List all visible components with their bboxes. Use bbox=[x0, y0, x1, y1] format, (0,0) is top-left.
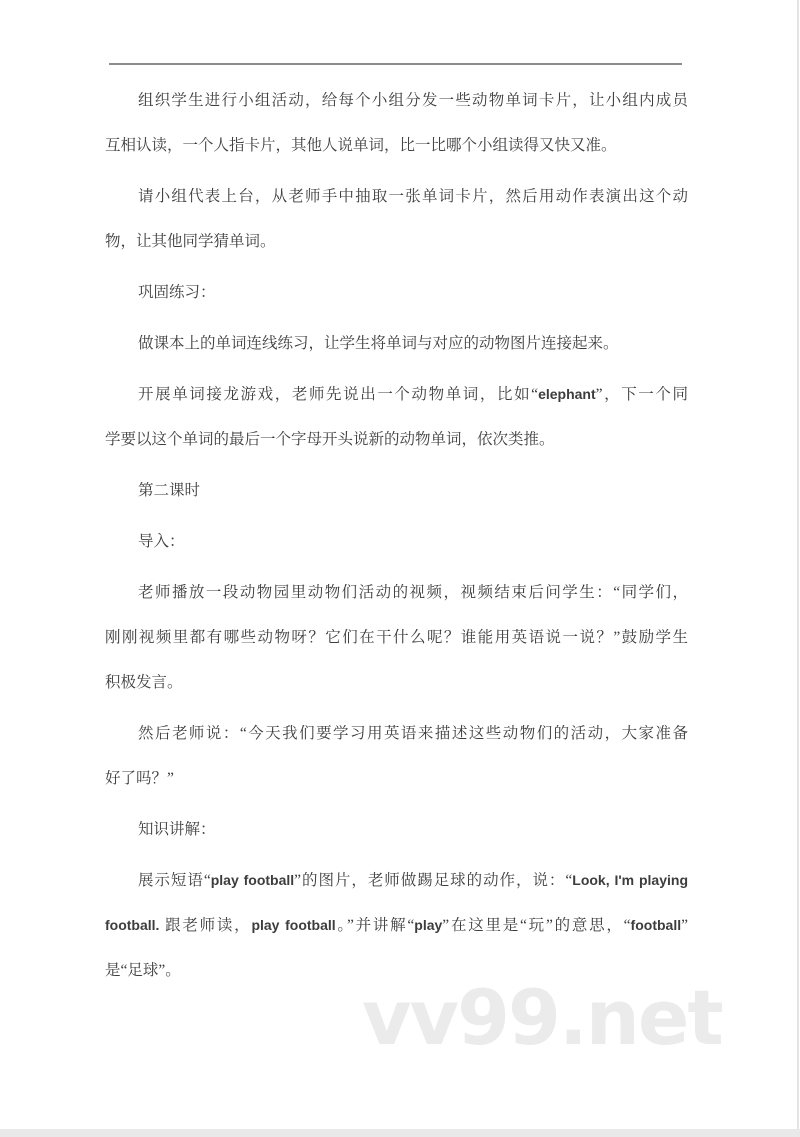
doc-line: 学要以这个单词的最后一个字母开头说新的动物单词，依次类推。 bbox=[105, 431, 555, 448]
doc-line: 刚刚视频里都有哪些动物呀？它们在干什么呢？谁能用英语说一说？”鼓励学生 bbox=[105, 629, 688, 646]
text-run: 跟老师读， bbox=[159, 917, 252, 934]
heading-knowledge-explanation bbox=[105, 807, 688, 852]
text-run-english: Look, I'm playing bbox=[572, 872, 688, 888]
text-run: 。”并讲解“ bbox=[335, 917, 415, 934]
page-edge-right bbox=[797, 0, 799, 1129]
text-run: ”在这里是“玩”的意思，“ bbox=[442, 917, 631, 934]
doc-line: 老师播放一段动物园里动物们活动的视频，视频结束后问学生：“同学们， bbox=[138, 584, 688, 601]
doc-line: 巩固练习： bbox=[138, 284, 216, 301]
document-content bbox=[105, 78, 688, 993]
doc-line: 第二课时 bbox=[138, 482, 201, 499]
doc-line: 然后老师说：“今天我们要学习用英语来描述这些动物们的活动，大家准备 bbox=[138, 725, 688, 742]
paragraph-group-activity bbox=[105, 78, 688, 168]
header-rule bbox=[109, 63, 682, 65]
text-run-english: football. bbox=[105, 917, 160, 933]
heading-lead-in bbox=[105, 519, 688, 564]
paragraph-representative-charade bbox=[105, 174, 688, 264]
doc-line: 物，让其他同学猜单词。 bbox=[105, 233, 276, 250]
doc-line: 导入： bbox=[138, 533, 185, 550]
doc-line bbox=[105, 903, 688, 948]
text-run: ”的图片，老师做踢足球的动作，说：“ bbox=[294, 872, 573, 889]
doc-line: 请小组代表上台，从老师手中抽取一张单词卡片，然后用动作表演出这个动 bbox=[138, 188, 688, 205]
page-edge-bottom bbox=[0, 1129, 800, 1137]
text-run-english: play football bbox=[210, 872, 295, 888]
heading-consolidation-practice bbox=[105, 270, 688, 315]
doc-line: 是“足球”。 bbox=[105, 962, 181, 979]
paragraph-matching-exercise bbox=[105, 321, 688, 366]
text-run: 展示短语“ bbox=[138, 872, 211, 889]
doc-line: 组织学生进行小组活动，给每个小组分发一些动物单词卡片，让小组内成员 bbox=[138, 92, 688, 109]
text-run: ” bbox=[681, 917, 688, 934]
paragraph-word-chain-game bbox=[105, 372, 688, 462]
doc-line: 好了吗？” bbox=[105, 770, 174, 787]
heading-second-period bbox=[105, 468, 688, 513]
paragraph-play-football-demo bbox=[105, 858, 688, 993]
text-run-english: play football bbox=[251, 917, 336, 933]
text-run-english: elephant bbox=[538, 386, 596, 402]
text-run-english: play bbox=[414, 917, 443, 933]
text-run-english: football bbox=[630, 917, 682, 933]
doc-line: 做课本上的单词连线练习，让学生将单词与对应的动物图片连接起来。 bbox=[138, 335, 619, 352]
doc-line: 互相认读，一个人指卡片，其他人说单词，比一比哪个小组读得又快又准。 bbox=[105, 137, 617, 154]
doc-line: 知识讲解： bbox=[138, 821, 216, 838]
text-run: ”，下一个同 bbox=[595, 386, 688, 403]
doc-line bbox=[105, 858, 688, 903]
paragraph-teacher-transition bbox=[105, 711, 688, 801]
paragraph-video-lead-in bbox=[105, 570, 688, 705]
doc-line bbox=[105, 372, 688, 417]
watermark: vv99.net bbox=[362, 973, 722, 1062]
doc-line: 积极发言。 bbox=[105, 674, 183, 691]
text-run: 开展单词接龙游戏，老师先说出一个动物单词，比如“ bbox=[138, 386, 539, 403]
